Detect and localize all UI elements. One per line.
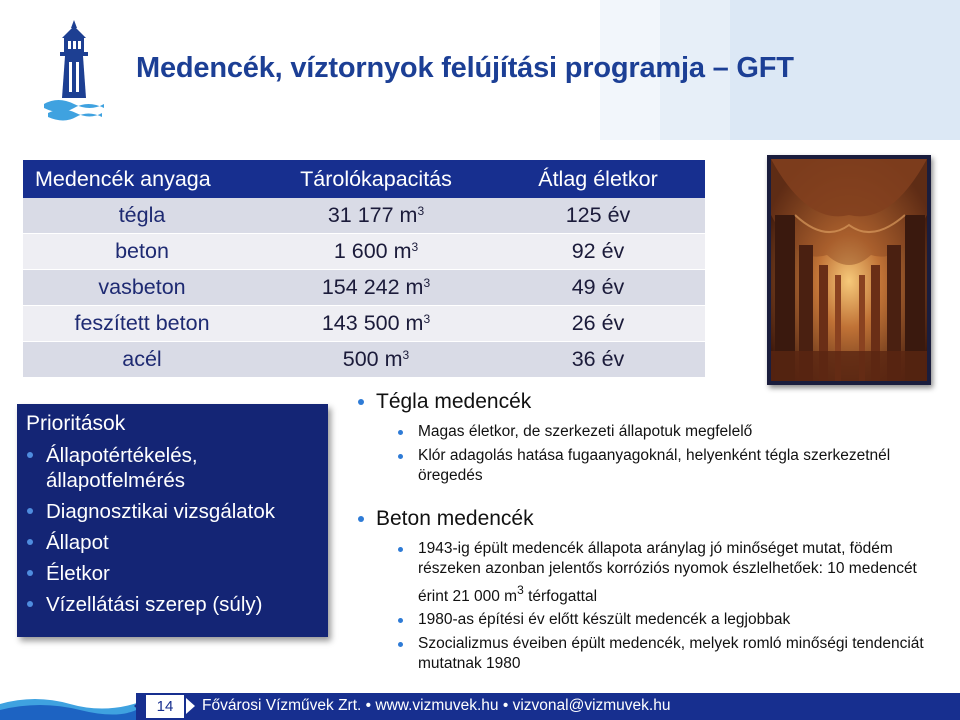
bullet-icon	[27, 508, 33, 514]
table-row	[23, 234, 705, 270]
brick-heading: Tégla medencék	[356, 388, 946, 416]
cell-material: acél	[23, 342, 261, 378]
priorities-title: Prioritások	[26, 412, 126, 435]
cell-material: vasbeton	[23, 270, 261, 306]
footer-text: Fővárosi Vízművek Zrt. • www.vizmuvek.hu • vizvonal@vizmuvek.hu	[202, 697, 671, 714]
table-header-row	[23, 160, 705, 198]
cell-capacity: 143 500 $m^3$	[261, 306, 491, 342]
bullet-icon	[358, 516, 364, 522]
priorities-list	[26, 443, 326, 623]
list-item: Állapot	[26, 530, 326, 555]
bullet-icon	[27, 452, 33, 458]
list-item: Diagnosztikai vizsgálatok	[26, 499, 326, 524]
table-row	[23, 270, 705, 306]
list-item: Magas életkor, de szerkezeti állapotuk megfelelő	[396, 422, 946, 443]
cell-material: feszített beton	[23, 306, 261, 342]
bullet-icon	[398, 454, 403, 459]
list-item: Vízellátási szerep (súly)	[26, 592, 326, 617]
list-item: Állapotértékelés, állapotfelmérés	[26, 443, 326, 493]
bullet-icon	[358, 399, 364, 405]
cell-capacity: 31 177 $m^3$	[261, 198, 491, 234]
table-row	[23, 198, 705, 234]
bullet-icon	[27, 539, 33, 545]
footer-wave-decoration	[0, 690, 140, 720]
materials-table	[23, 160, 705, 378]
list-item: Klór adagolás hatása fugaanyagoknál, helyenként tégla szerkezetnél öregedés	[396, 446, 946, 487]
cell-age: 36 év	[491, 342, 705, 378]
cell-material: tégla	[23, 198, 261, 234]
list-item: 1980-as építési év előtt készült medencék a legjobbak	[396, 610, 946, 631]
cell-age: 49 év	[491, 270, 705, 306]
bullet-icon	[398, 618, 403, 623]
cell-material: beton	[23, 234, 261, 270]
table-row	[23, 306, 705, 342]
concrete-heading: Beton medencék	[356, 505, 946, 533]
column-header-age: Átlag életkor	[491, 160, 705, 198]
column-header-material: Medencék anyaga	[23, 160, 261, 198]
priorities-panel	[17, 404, 328, 637]
list-item: 1943-ig épült medencék állapota aránylag jó minőséget mutat, födém részeken azonban jelentős korróziós nyomok észlelhetőek: 10 medencét érint 21 000 $m^3$ térfogattal	[396, 539, 946, 608]
table-row	[23, 342, 705, 378]
column-header-capacity: Tárolókapacitás	[261, 160, 491, 198]
bullet-icon	[398, 547, 403, 552]
cell-age: 26 év	[491, 306, 705, 342]
cell-capacity: 154 242 $m^3$	[261, 270, 491, 306]
page-title: Medencék, víztornyok felújítási programja – GFT	[136, 52, 794, 84]
prev-arrow-icon	[134, 698, 143, 714]
water-tower-logo	[38, 18, 110, 122]
concrete-list	[396, 539, 946, 675]
next-arrow-icon	[186, 698, 195, 714]
cell-age: 92 év	[491, 234, 705, 270]
list-item: Szocializmus éveiben épült medencék, melyek romló minőségi tendenciát mutatnak 1980	[396, 634, 946, 675]
cell-capacity: 500 $m^3$	[261, 342, 491, 378]
brick-list	[396, 422, 946, 487]
list-item: Életkor	[26, 561, 326, 586]
bullet-icon	[398, 430, 403, 435]
brick-reservoir-photo	[767, 155, 931, 385]
cell-age: 125 év	[491, 198, 705, 234]
cell-capacity: 1 600 $m^3$	[261, 234, 491, 270]
bullet-icon	[27, 570, 33, 576]
content-text	[356, 388, 946, 678]
bullet-icon	[398, 642, 403, 647]
bullet-icon	[27, 601, 33, 607]
page-number: 14	[146, 695, 184, 718]
